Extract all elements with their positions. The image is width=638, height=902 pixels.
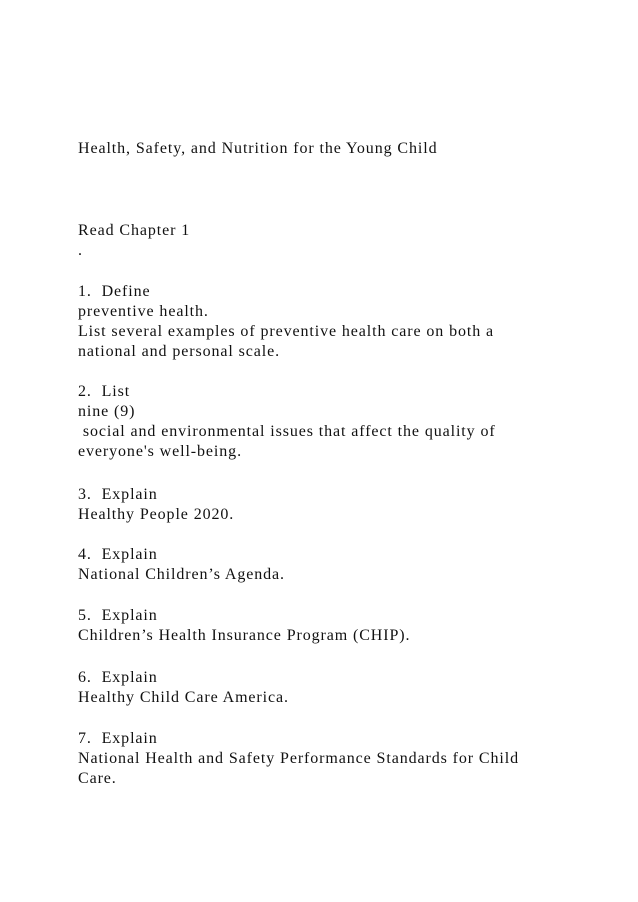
instruction-dot: .: [78, 242, 83, 259]
question-2-line-2: nine (9): [78, 403, 136, 420]
question-6-line-1: 6. Explain: [78, 669, 158, 686]
question-5-line-1: 5. Explain: [78, 607, 158, 624]
question-1-line-3: List several examples of preventive health care on both a: [78, 323, 495, 340]
question-4-line-1: 4. Explain: [78, 546, 158, 563]
question-1-line-2: preventive health.: [78, 303, 209, 320]
question-6-line-2: Healthy Child Care America.: [78, 689, 289, 706]
question-5-line-2: Children’s Health Insurance Program (CHIP).: [78, 627, 411, 644]
question-3-line-1: 3. Explain: [78, 486, 158, 503]
question-7-line-2: National Health and Safety Performance Standards for Child: [78, 750, 519, 767]
reading-instruction: Read Chapter 1: [78, 222, 191, 239]
question-4-line-2: National Children’s Agenda.: [78, 566, 285, 583]
question-1-line-4: national and personal scale.: [78, 343, 281, 360]
question-2-line-1: 2. List: [78, 383, 131, 400]
question-3-line-2: Healthy People 2020.: [78, 506, 235, 523]
question-2-line-3: social and environmental issues that affect the quality of: [78, 423, 496, 440]
document-title: Health, Safety, and Nutrition for the Young Child: [78, 140, 438, 157]
question-7-line-3: Care.: [78, 770, 117, 787]
question-7-line-1: 7. Explain: [78, 730, 158, 747]
question-2-line-4: everyone's well-being.: [78, 443, 242, 460]
question-1-line-1: 1. Define: [78, 283, 151, 300]
